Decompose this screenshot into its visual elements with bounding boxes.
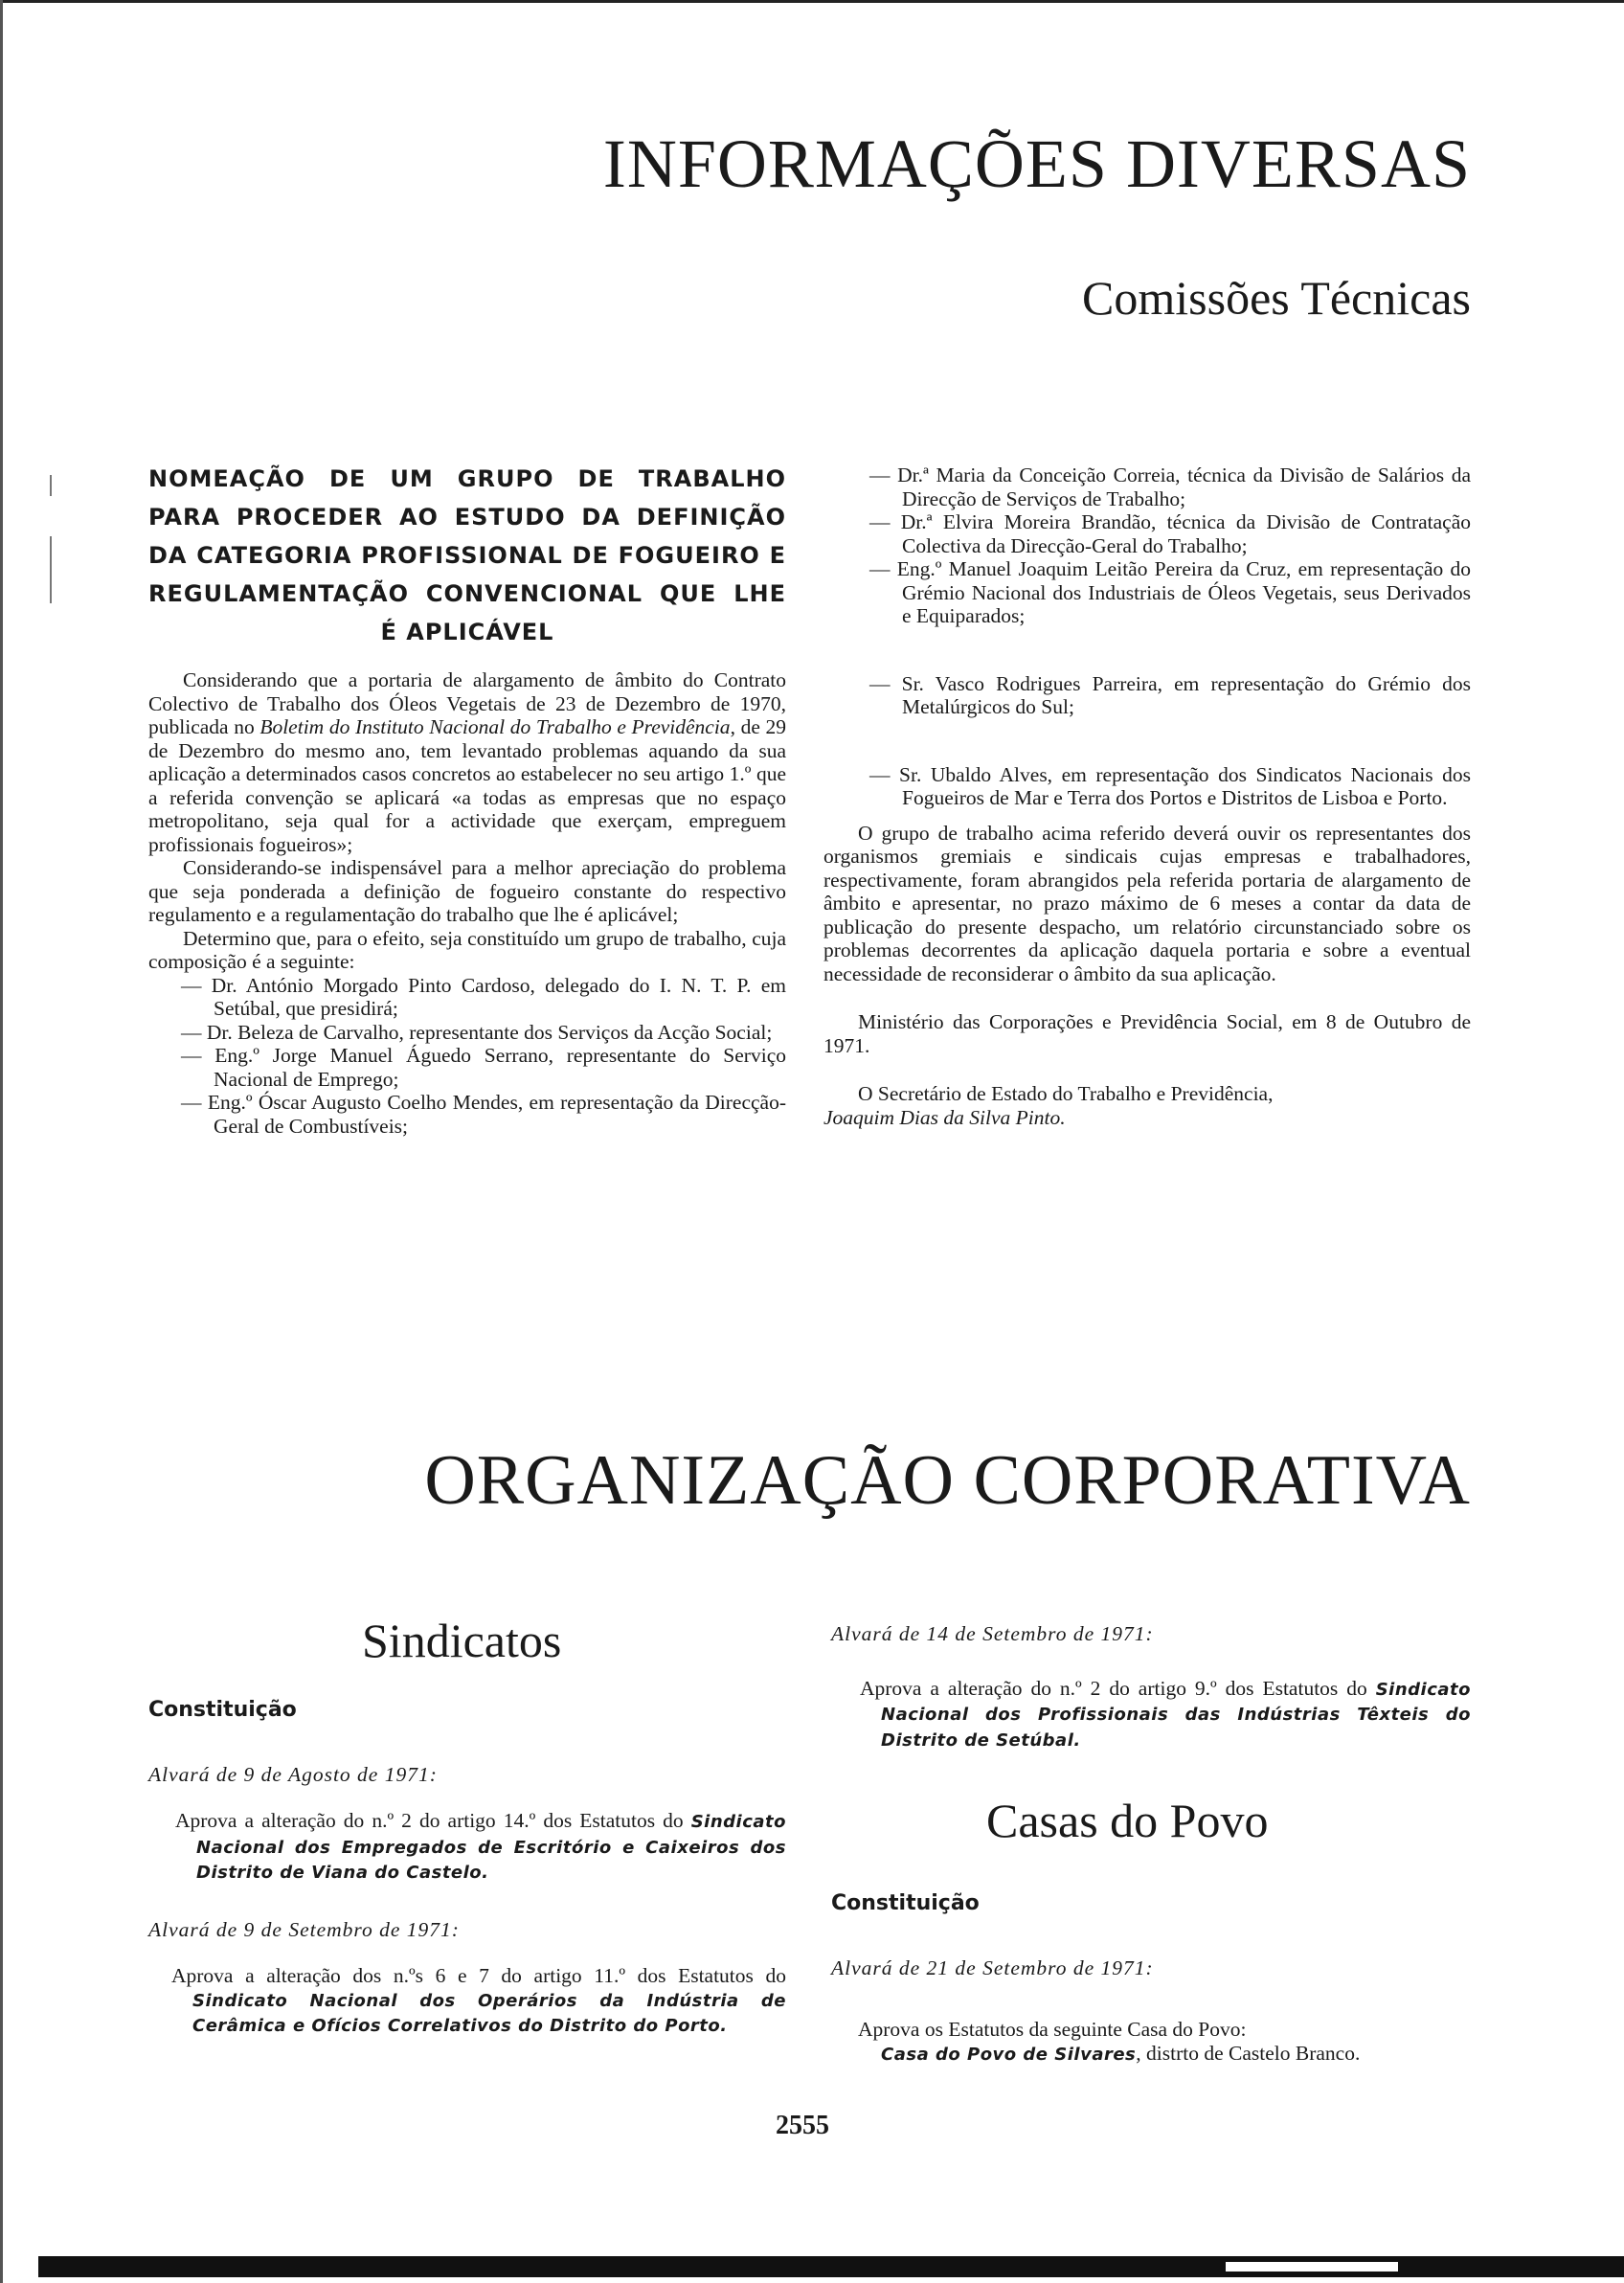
member-item: — Eng.º Manuel Joaquim Leitão Pereira da Cruz, em representação do Grémio Nacional dos Industriais de Óleos Vegetais, seus Derivados e Equiparados; xyxy=(869,557,1471,627)
nomeacao-paragraph-3: Determino que, para o efeito, seja constituído um grupo de trabalho, cuja composição é a seguinte: xyxy=(148,926,786,973)
nomeacao-paragraph-6: O Secretário de Estado do Trabalho e Previdência, xyxy=(858,1082,1274,1105)
alvara-date: Alvará de 21 de Setembro de 1971: xyxy=(831,1955,1154,1979)
section-subtitle: Comissões Técnicas xyxy=(1082,271,1471,325)
page-title: INFORMAÇÕES DIVERSAS xyxy=(602,125,1471,202)
margin-mark xyxy=(50,475,52,496)
alvara-date: Alvará de 9 de Agosto de 1971: xyxy=(148,1762,438,1786)
alvara-text: Aprova os Estatutos da seguinte Casa do Povo: xyxy=(858,2018,1247,2041)
paragraph-text: Considerando que a portaria de alargamento de âmbito do Contrato Colectivo de Trabalho dos Óleos Vegetais de 23 de Dezembro de 1970, publicada no xyxy=(148,668,786,738)
alvara-text xyxy=(148,1809,786,1886)
alvara-date: Alvará de 9 de Setembro de 1971: xyxy=(148,1917,460,1941)
organizacao-title: ORGANIZAÇÃO CORPORATIVA xyxy=(424,1441,1471,1520)
organization-name: Sindicato Nacional dos Operários da Indústria de Cerâmica e Ofícios Correlativos do Distrito do Porto. xyxy=(192,1990,786,2036)
casas-do-povo-column xyxy=(831,1892,1471,2067)
alvara-text xyxy=(831,1677,1471,1753)
sindicatos-heading: Sindicatos xyxy=(362,1614,562,1667)
member-item: — Sr. Vasco Rodrigues Parreira, em representação do Grémio dos Metalúrgicos do Sul; xyxy=(869,671,1471,718)
constituicao-label: Constituição xyxy=(148,1698,297,1722)
nomeacao-title: NOMEAÇÃO DE UM GRUPO DE TRABALHO PARA PROCEDER AO ESTUDO DA DEFINIÇÃO DA CATEGORIA PROFISSIONAL DE FOGUEIRO E REGULAMENTAÇÃO CONVENCIONAL QUE LHE É APLICÁVEL xyxy=(148,465,786,645)
sindicatos-column xyxy=(148,1699,786,2039)
sindicatos-continued-column xyxy=(831,1622,1471,1752)
member-item: — Dr. António Morgado Pinto Cardoso, delegado do I. N. T. P. em Setúbal, que presidirá; xyxy=(181,973,786,1020)
paragraph-text: , de 29 de Dezembro do mesmo ano, tem levantado problemas aquando da sua aplicação a determinados casos concretos ao estabelecer no seu artigo 1.º que a referida convenção se aplicará «a todas as empresas que no espaço metropolitano, seja qual for a actividade que exerçam, empreguem profissionais fogueiros»; xyxy=(148,715,786,856)
alvara-text-body: , distrto de Castelo Branco. xyxy=(1136,2041,1361,2065)
page-border-gap xyxy=(1226,2262,1398,2272)
organization-name: Sindicato Nacional dos Profissionais das Indústrias Têxteis do Distrito de Setúbal. xyxy=(881,1679,1471,1751)
organization-name: Sindicato Nacional dos Empregados de Escritório e Caixeiros dos Distrito de Viana do Castelo. xyxy=(196,1812,786,1883)
page-number: 2555 xyxy=(776,2111,829,2140)
alvara-text xyxy=(831,2042,1471,2068)
publication-title: Boletim do Instituto Nacional do Trabalho e Previdência xyxy=(259,715,731,738)
alvara-text-body: Aprova a alteração do n.º 2 do artigo 14.º dos Estatutos do xyxy=(175,1809,691,1832)
member-item: — Eng.º Jorge Manuel Águedo Serrano, representante do Serviço Nacional de Emprego; xyxy=(181,1044,786,1091)
signature-name: Joaquim Dias da Silva Pinto. xyxy=(823,1105,1066,1129)
nomeacao-left-column xyxy=(148,460,786,1138)
member-item: — Dr. Beleza de Carvalho, representante dos Serviços da Acção Social; xyxy=(181,1020,773,1044)
member-item: — Dr.ª Elvira Moreira Brandão, técnica da Divisão de Contratação Colectiva da Direcção-Geral do Trabalho; xyxy=(869,510,1471,557)
organization-name: Casa do Povo de Silvares xyxy=(881,2044,1137,2065)
alvara-text xyxy=(148,1964,786,2039)
member-item: — Sr. Ubaldo Alves, em representação dos Sindicatos Nacionais dos Fogueiros de Mar e Terra dos Portos e Distritos de Lisboa e Porto. xyxy=(869,762,1471,809)
page-border-top xyxy=(0,0,1624,3)
nomeacao-paragraph-2: Considerando-se indispensável para a melhor apreciação do problema que seja ponderada a definição de fogueiro constante do respectivo regulamento e a regulamentação do trabalho que lhe é aplicável; xyxy=(148,856,786,926)
margin-mark xyxy=(50,536,52,603)
alvara-date: Alvará de 14 de Setembro de 1971: xyxy=(831,1622,1154,1645)
nomeacao-right-column xyxy=(823,463,1471,1129)
member-item: — Dr.ª Maria da Conceição Correia, técnica da Divisão de Salários da Direcção de Serviços de Trabalho; xyxy=(869,463,1471,510)
member-item: — Eng.º Óscar Augusto Coelho Mendes, em representação da Direcção-Geral de Combustíveis; xyxy=(181,1091,786,1138)
casas-do-povo-heading: Casas do Povo xyxy=(986,1794,1269,1847)
signature xyxy=(823,1106,1471,1130)
alvara-text-body: Aprova a alteração do n.º 2 do artigo 9.º dos Estatutos do xyxy=(860,1676,1376,1700)
constituicao-label: Constituição xyxy=(831,1891,980,1915)
nomeacao-paragraph-5: Ministério das Corporações e Previdência Social, em 8 de Outubro de 1971. xyxy=(823,1010,1471,1057)
alvara-text-body: Aprova a alteração dos n.ºs 6 e 7 do artigo 11.º dos Estatutos do xyxy=(171,1964,786,1987)
page-border-left xyxy=(0,0,3,2283)
nomeacao-paragraph-4: O grupo de trabalho acima referido deverá ouvir os representantes dos organismos gremiais e sindicais cujas empresas e trabalhadores, respectivamente, foram abrangidos pela referida portaria de alargamento de âmbito e apresentar, no prazo máximo de 6 meses a contar da data de publicação do presente despacho, um relatório circunstanciado sobre os problemas decorrentes da aplicação daquela portaria e sobre a eventual necessidade de reconsiderar o âmbito da sua aplicação. xyxy=(823,821,1471,985)
nomeacao-paragraph-1 xyxy=(148,668,786,856)
